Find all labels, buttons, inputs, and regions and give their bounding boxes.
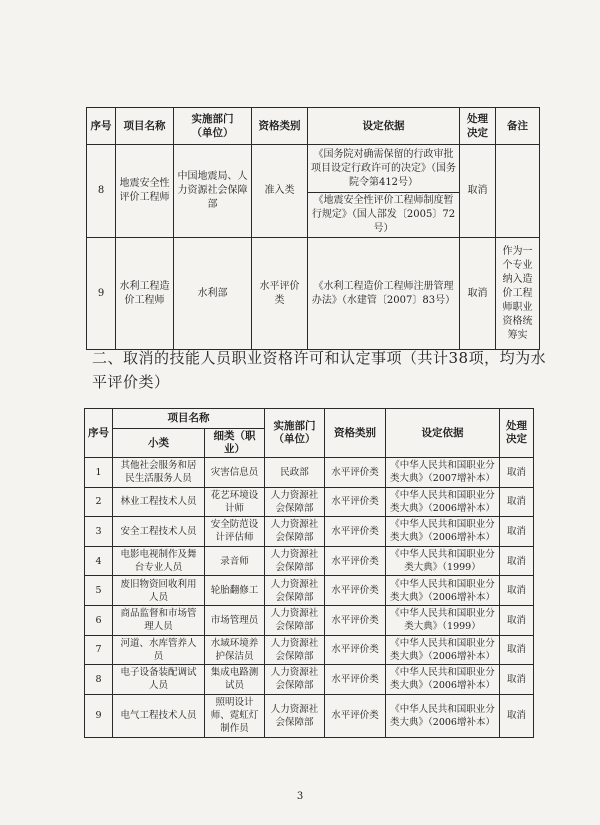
row-qualification-type: 水平评价类 (325, 517, 386, 547)
row-decision: 取消 (500, 458, 534, 488)
row-department: 人力资源社会保障部 (265, 576, 325, 606)
table-row (85, 517, 534, 547)
row-decision: 取消 (500, 605, 534, 635)
header-remarks: 备注 (496, 108, 540, 145)
row-qualification-type: 水平评价类 (325, 546, 386, 576)
table-header-row (85, 409, 534, 429)
row-occupation: 照明设计师、霓虹灯制作员 (205, 694, 265, 737)
row-basis: 《水利工程造价工程师注册管理办法》（水建管〔2007〕83号） (308, 238, 460, 350)
header-department: 实施部门 （单位） (174, 108, 252, 145)
row-occupation: 水域环境养护保洁员 (205, 635, 265, 665)
row-basis: 《中华人民共和国职业分类大典》（2007增补本） (386, 458, 500, 488)
table-row (85, 546, 534, 576)
row-occupation: 安全防范设计评估师 (205, 517, 265, 547)
row-no: 4 (85, 546, 113, 576)
row-department: 水利部 (174, 238, 252, 350)
header-project-name: 项目名称 (116, 108, 174, 145)
row-basis-2: 《地震安全性评价工程师制度暂行规定》（国人部发〔2005〕72号） (308, 193, 460, 238)
row-qualification-type: 水平评价类 (325, 605, 386, 635)
row-decision: 取消 (500, 517, 534, 547)
row-occupation: 市场管理员 (205, 605, 265, 635)
row-department: 人力资源社会保障部 (265, 487, 325, 517)
header-project-name: 项目名称 (113, 409, 265, 429)
header-qualification-type: 资格类别 (325, 409, 386, 458)
skill-qualifications-table (84, 408, 534, 738)
row-minor-category: 其他社会服务和居民生活服务人员 (113, 458, 205, 488)
row-no: 9 (85, 694, 113, 737)
row-minor-category: 废旧物资回收利用人员 (113, 576, 205, 606)
row-department: 人力资源社会保障部 (265, 665, 325, 695)
header-no: 序号 (85, 409, 113, 458)
row-basis: 《中华人民共和国职业分类大典》（2006增补本） (386, 576, 500, 606)
header-qualification-type: 资格类别 (252, 108, 308, 145)
row-no: 3 (85, 517, 113, 547)
table-row (87, 145, 540, 193)
row-qualification-type: 水平评价类 (325, 576, 386, 606)
row-occupation: 集成电路测试员 (205, 665, 265, 695)
header-decision: 处理 决定 (460, 108, 496, 145)
table-header-row (87, 108, 540, 145)
row-minor-category: 林业工程技术人员 (113, 487, 205, 517)
header-decision: 处理 决定 (500, 409, 534, 458)
row-occupation: 花艺环境设计师 (205, 487, 265, 517)
row-department: 民政部 (265, 458, 325, 488)
row-no: 8 (87, 145, 116, 238)
table-row (87, 238, 540, 350)
row-remarks: 作为一个专业纳入造价工程师职业资格统筹实 (496, 238, 540, 350)
row-basis: 《中华人民共和国职业分类大典》（2006增补本） (386, 635, 500, 665)
row-no: 1 (85, 458, 113, 488)
table-row (85, 487, 534, 517)
header-department: 实施部门 （单位） (265, 409, 325, 458)
row-project-name: 水利工程造价工程师 (116, 238, 174, 350)
row-department: 中国地震局、人力资源社会保障部 (174, 145, 252, 238)
header-basis: 设定依据 (386, 409, 500, 458)
table-row (85, 635, 534, 665)
row-decision: 取消 (500, 546, 534, 576)
row-no: 2 (85, 487, 113, 517)
row-qualification-type: 水平评价类 (325, 635, 386, 665)
row-decision: 取消 (500, 665, 534, 695)
header-no: 序号 (87, 108, 116, 145)
row-basis: 《中华人民共和国职业分类大典》（1999） (386, 605, 500, 635)
header-basis: 设定依据 (308, 108, 460, 145)
row-minor-category: 商品监督和市场管理人员 (113, 605, 205, 635)
cancelled-qualifications-table-continued (86, 107, 540, 350)
row-qualification-type: 水平评价类 (325, 665, 386, 695)
row-occupation: 轮胎翻修工 (205, 576, 265, 606)
row-decision: 取消 (460, 145, 496, 238)
row-decision: 取消 (460, 238, 496, 350)
row-qualification-type: 水平评价类 (252, 238, 308, 350)
row-remarks (496, 145, 540, 238)
row-no: 5 (85, 576, 113, 606)
row-decision: 取消 (500, 487, 534, 517)
table-row (85, 694, 534, 737)
row-decision: 取消 (500, 576, 534, 606)
page-number: 3 (296, 791, 304, 802)
row-qualification-type: 水平评价类 (325, 487, 386, 517)
table-row (85, 605, 534, 635)
row-basis: 《中华人民共和国职业分类大典》（1999） (386, 546, 500, 576)
row-no: 6 (85, 605, 113, 635)
row-qualification-type: 水平评价类 (325, 458, 386, 488)
row-basis: 《中华人民共和国职业分类大典》（2006增补本） (386, 517, 500, 547)
row-qualification-type: 水平评价类 (325, 694, 386, 737)
row-no: 7 (85, 635, 113, 665)
row-basis: 《中华人民共和国职业分类大典》（2006增补本） (386, 665, 500, 695)
row-department: 人力资源社会保障部 (265, 546, 325, 576)
section-heading: 二、取消的技能人员职业资格许可和认定事项（共计38项，均为水平评价类） (92, 349, 547, 391)
row-department: 人力资源社会保障部 (265, 694, 325, 737)
row-department: 人力资源社会保障部 (265, 635, 325, 665)
row-minor-category: 河道、水库管养人员 (113, 635, 205, 665)
row-minor-category: 电子设备装配调试人员 (113, 665, 205, 695)
row-decision: 取消 (500, 694, 534, 737)
row-minor-category: 电气工程技术人员 (113, 694, 205, 737)
header-minor-category: 小类 (113, 429, 205, 458)
header-occupation: 细类（职业） (205, 429, 265, 458)
row-no: 8 (85, 665, 113, 695)
row-department: 人力资源社会保障部 (265, 517, 325, 547)
row-occupation: 录音师 (205, 546, 265, 576)
row-project-name: 地震安全性评价工程师 (116, 145, 174, 238)
row-basis: 《中华人民共和国职业分类大典》（2006增补本） (386, 694, 500, 737)
row-qualification-type: 准入类 (252, 145, 308, 238)
row-minor-category: 安全工程技术人员 (113, 517, 205, 547)
row-minor-category: 电影电视制作及舞台专业人员 (113, 546, 205, 576)
row-basis: 《中华人民共和国职业分类大典》（2006增补本） (386, 487, 500, 517)
row-basis-1: 《国务院对确需保留的行政审批项目设定行政许可的决定》（国务院令第412号） (308, 145, 460, 193)
row-no: 9 (87, 238, 116, 350)
table-row (85, 665, 534, 695)
table-row (85, 458, 534, 488)
table-row (85, 576, 534, 606)
row-department: 人力资源社会保障部 (265, 605, 325, 635)
row-decision: 取消 (500, 635, 534, 665)
row-occupation: 灾害信息员 (205, 458, 265, 488)
